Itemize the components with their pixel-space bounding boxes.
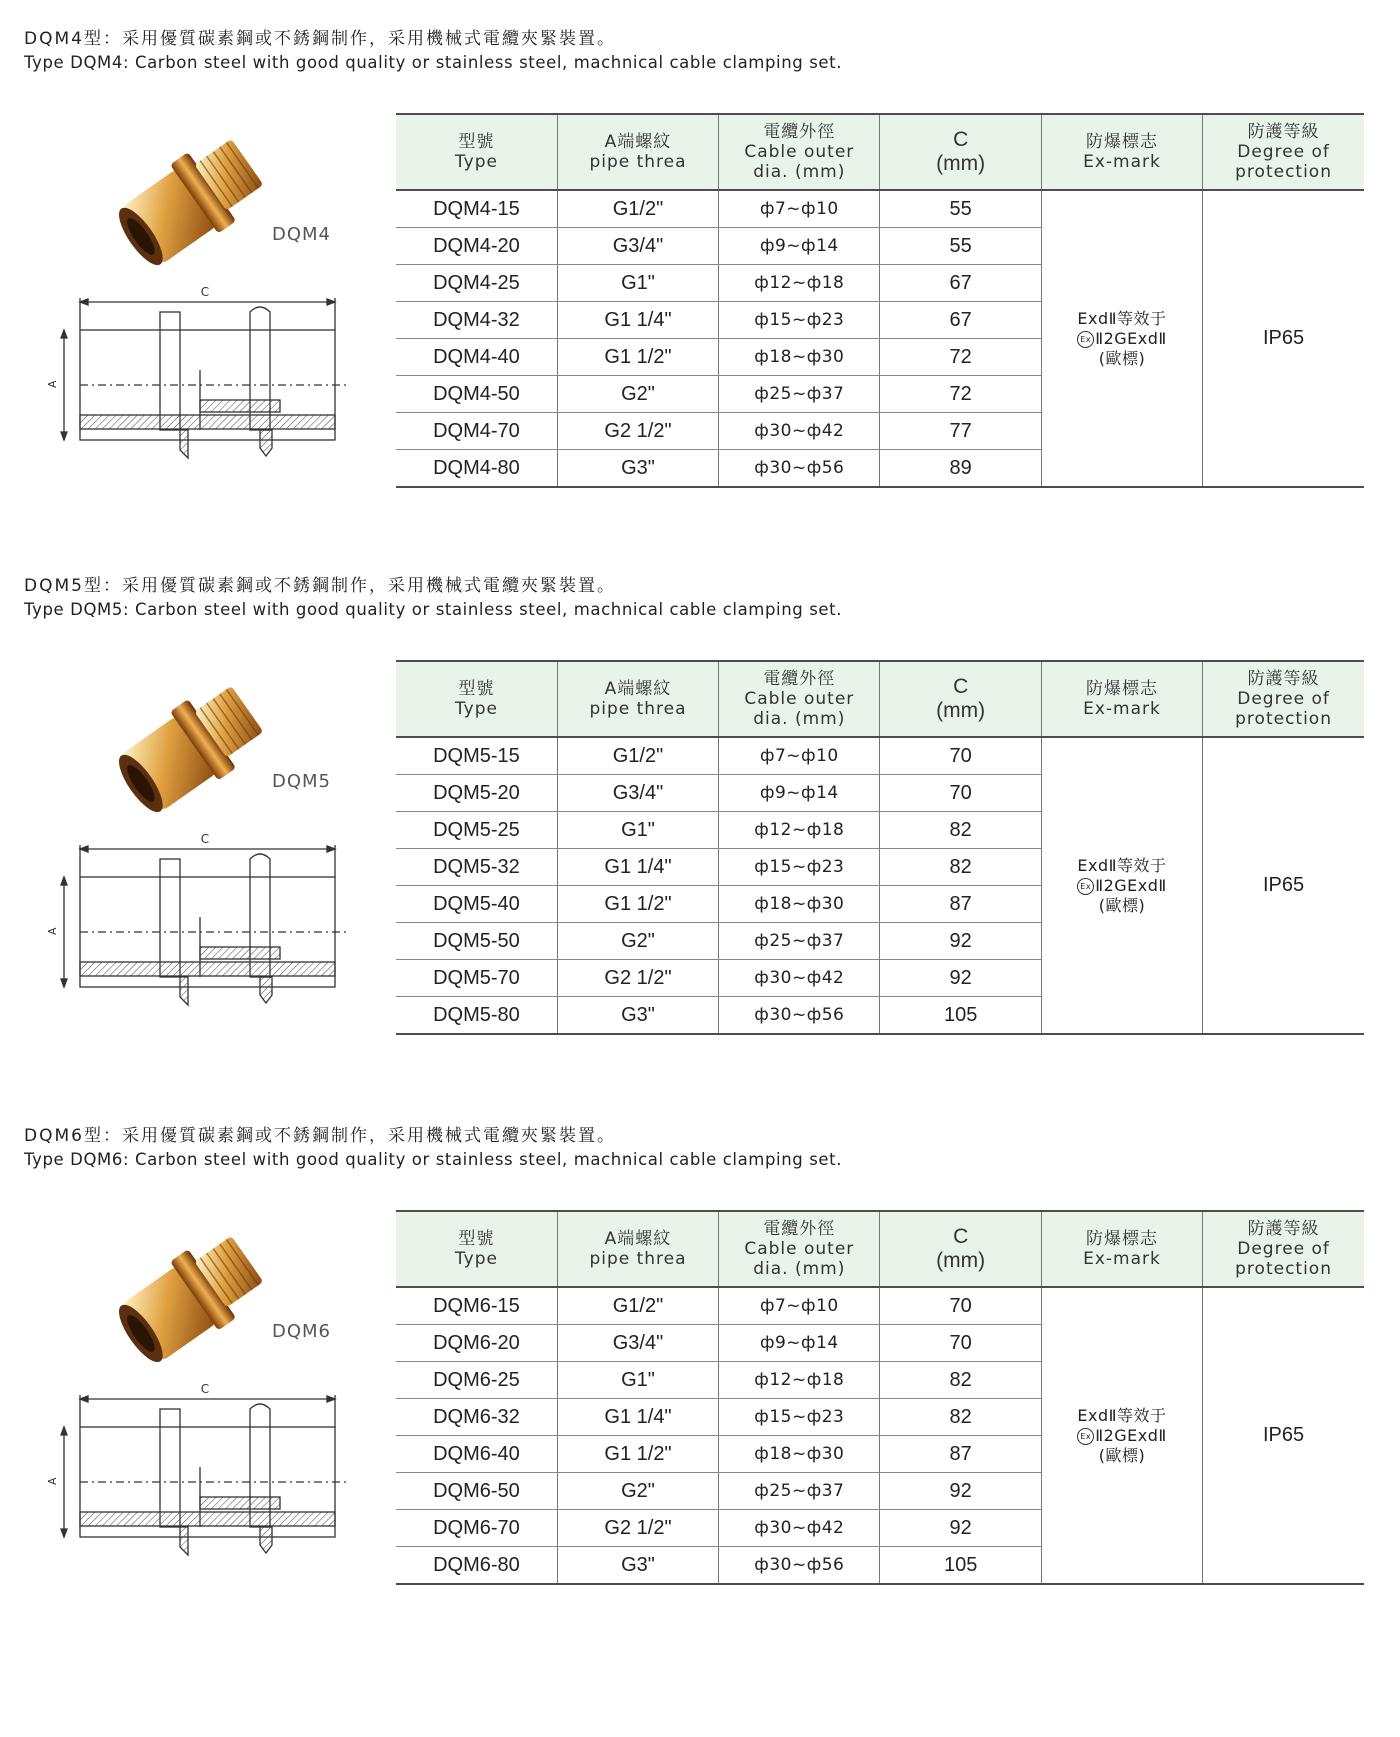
cell-c: 55 bbox=[880, 190, 1041, 228]
cell-cable-dia: ф7~ф10 bbox=[719, 190, 880, 228]
header-ex-mark: 防爆標志 Ex-mark bbox=[1041, 1211, 1202, 1287]
dimension-c-label: C bbox=[200, 832, 210, 846]
ex-mark-line-1: ExdⅡ等效于 bbox=[1077, 855, 1167, 875]
cell-c: 55 bbox=[880, 228, 1041, 265]
cell-c: 87 bbox=[880, 886, 1041, 923]
spec-table bbox=[396, 1210, 1364, 1585]
header-thread: A端螺紋 pipe threa bbox=[557, 661, 718, 737]
cell-c: 70 bbox=[880, 737, 1041, 775]
cell-thread: G2" bbox=[557, 923, 718, 960]
header-type: 型號 Type bbox=[396, 1211, 557, 1287]
spec-table bbox=[396, 113, 1364, 488]
table-header-row bbox=[396, 114, 1364, 190]
cell-thread: G1/2" bbox=[557, 190, 718, 228]
product-photo bbox=[90, 112, 290, 292]
cell-cable-dia: ф9~ф14 bbox=[719, 1325, 880, 1362]
dimension-a-label: A bbox=[46, 1477, 59, 1485]
cell-type: DQM4-70 bbox=[396, 413, 557, 450]
cell-thread: G3" bbox=[557, 1547, 718, 1585]
cell-ex-mark bbox=[1041, 1287, 1202, 1584]
cell-cable-dia: ф30~ф56 bbox=[719, 1547, 880, 1585]
cell-protection: IP65 bbox=[1203, 190, 1364, 487]
section-title-chinese: DQM5型：采用優質碳素鋼或不銹鋼制作，采用機械式電纜夾緊裝置。 bbox=[24, 576, 616, 596]
ex-mark-line-3: (歐標) bbox=[1098, 1445, 1146, 1465]
cell-thread: G3" bbox=[557, 450, 718, 488]
ex-mark-line-2: Ⅱ2GExdⅡ bbox=[1095, 328, 1167, 348]
cell-c: 82 bbox=[880, 1362, 1041, 1399]
table-row bbox=[396, 190, 1364, 228]
cell-cable-dia: ф18~ф30 bbox=[719, 886, 880, 923]
cell-thread: G1 1/4" bbox=[557, 849, 718, 886]
section-title-chinese: DQM6型：采用優質碳素鋼或不銹鋼制作，采用機械式電纜夾緊裝置。 bbox=[24, 1126, 616, 1146]
cell-thread: G1" bbox=[557, 812, 718, 849]
header-cable-dia: 電纜外徑 Cable outer dia. (mm) bbox=[719, 1211, 880, 1287]
cell-c: 92 bbox=[880, 923, 1041, 960]
cell-c: 105 bbox=[880, 997, 1041, 1035]
cell-cable-dia: ф7~ф10 bbox=[719, 1287, 880, 1325]
cell-c: 87 bbox=[880, 1436, 1041, 1473]
cell-thread: G2" bbox=[557, 376, 718, 413]
cell-c: 67 bbox=[880, 302, 1041, 339]
header-thread: A端螺紋 pipe threa bbox=[557, 1211, 718, 1287]
cell-type: DQM4-32 bbox=[396, 302, 557, 339]
section-title-english: Type DQM4: Carbon steel with good quality or stainless steel, machnical cable clamping set. bbox=[24, 53, 843, 72]
cell-cable-dia: ф30~ф42 bbox=[719, 413, 880, 450]
cell-thread: G3" bbox=[557, 997, 718, 1035]
dimension-drawing bbox=[46, 832, 380, 1042]
atex-ex-icon: Ex bbox=[1077, 1428, 1094, 1445]
cell-c: 67 bbox=[880, 265, 1041, 302]
cell-type: DQM6-50 bbox=[396, 1473, 557, 1510]
cell-cable-dia: ф18~ф30 bbox=[719, 1436, 880, 1473]
ex-mark-line-2: Ⅱ2GExdⅡ bbox=[1095, 1425, 1167, 1445]
cell-type: DQM6-70 bbox=[396, 1510, 557, 1547]
dimension-drawing bbox=[46, 1382, 380, 1592]
cell-cable-dia: ф25~ф37 bbox=[719, 923, 880, 960]
cell-cable-dia: ф9~ф14 bbox=[719, 775, 880, 812]
cell-cable-dia: ф30~ф42 bbox=[719, 960, 880, 997]
cell-type: DQM4-40 bbox=[396, 339, 557, 376]
cell-type: DQM6-32 bbox=[396, 1399, 557, 1436]
cell-c: 92 bbox=[880, 1473, 1041, 1510]
atex-ex-icon: Ex bbox=[1077, 331, 1094, 348]
cell-type: DQM6-15 bbox=[396, 1287, 557, 1325]
ex-mark-line-2: Ⅱ2GExdⅡ bbox=[1095, 875, 1167, 895]
product-section-dqm5 bbox=[0, 547, 1400, 1107]
cell-type: DQM4-50 bbox=[396, 376, 557, 413]
cell-type: DQM5-32 bbox=[396, 849, 557, 886]
cell-thread: G1" bbox=[557, 1362, 718, 1399]
cell-type: DQM5-80 bbox=[396, 997, 557, 1035]
dimension-drawing bbox=[46, 285, 380, 495]
fitting-illustration bbox=[107, 127, 272, 277]
dimension-a-label: A bbox=[46, 927, 59, 935]
cell-type: DQM4-15 bbox=[396, 190, 557, 228]
header-ex-mark: 防爆標志 Ex-mark bbox=[1041, 114, 1202, 190]
cell-c: 82 bbox=[880, 812, 1041, 849]
product-section-dqm6 bbox=[0, 1097, 1400, 1657]
cell-c: 72 bbox=[880, 376, 1041, 413]
cell-cable-dia: ф30~ф56 bbox=[719, 450, 880, 488]
cell-thread: G1 1/2" bbox=[557, 886, 718, 923]
header-ex-mark: 防爆標志 Ex-mark bbox=[1041, 661, 1202, 737]
dimension-c-label: C bbox=[200, 285, 210, 299]
cell-c: 70 bbox=[880, 1325, 1041, 1362]
header-c: C (mm) bbox=[880, 114, 1041, 190]
cell-type: DQM5-25 bbox=[396, 812, 557, 849]
section-title-english: Type DQM6: Carbon steel with good quality or stainless steel, machnical cable clamping set. bbox=[24, 1150, 843, 1169]
ex-mark-line-1: ExdⅡ等效于 bbox=[1077, 1405, 1167, 1425]
cell-type: DQM5-20 bbox=[396, 775, 557, 812]
cell-type: DQM6-40 bbox=[396, 1436, 557, 1473]
cell-thread: G2 1/2" bbox=[557, 960, 718, 997]
cell-thread: G1 1/2" bbox=[557, 339, 718, 376]
cell-cable-dia: ф12~ф18 bbox=[719, 812, 880, 849]
header-thread: A端螺紋 pipe threa bbox=[557, 114, 718, 190]
cell-type: DQM5-70 bbox=[396, 960, 557, 997]
table-body bbox=[396, 1287, 1364, 1584]
cell-type: DQM6-25 bbox=[396, 1362, 557, 1399]
header-c: C (mm) bbox=[880, 1211, 1041, 1287]
cell-thread: G1" bbox=[557, 265, 718, 302]
cell-c: 82 bbox=[880, 849, 1041, 886]
cell-thread: G2 1/2" bbox=[557, 1510, 718, 1547]
cell-type: DQM6-20 bbox=[396, 1325, 557, 1362]
cell-c: 70 bbox=[880, 775, 1041, 812]
cell-c: 77 bbox=[880, 413, 1041, 450]
cell-thread: G3/4" bbox=[557, 1325, 718, 1362]
cell-cable-dia: ф9~ф14 bbox=[719, 228, 880, 265]
cell-cable-dia: ф15~ф23 bbox=[719, 1399, 880, 1436]
cell-type: DQM6-80 bbox=[396, 1547, 557, 1585]
cell-c: 92 bbox=[880, 1510, 1041, 1547]
ex-mark-line-1: ExdⅡ等效于 bbox=[1077, 308, 1167, 328]
cell-c: 89 bbox=[880, 450, 1041, 488]
section-title-english: Type DQM5: Carbon steel with good quality or stainless steel, machnical cable clamping set. bbox=[24, 600, 843, 619]
spec-table bbox=[396, 660, 1364, 1035]
cell-cable-dia: ф15~ф23 bbox=[719, 302, 880, 339]
product-photo bbox=[90, 1209, 290, 1389]
ex-mark-line-3: (歐標) bbox=[1098, 348, 1146, 368]
cell-thread: G2" bbox=[557, 1473, 718, 1510]
cell-type: DQM5-40 bbox=[396, 886, 557, 923]
table-row bbox=[396, 737, 1364, 775]
cell-c: 72 bbox=[880, 339, 1041, 376]
cell-c: 82 bbox=[880, 1399, 1041, 1436]
cell-cable-dia: ф7~ф10 bbox=[719, 737, 880, 775]
cell-cable-dia: ф30~ф42 bbox=[719, 1510, 880, 1547]
cell-c: 105 bbox=[880, 1547, 1041, 1585]
cell-type: DQM4-20 bbox=[396, 228, 557, 265]
product-model-label: DQM4 bbox=[272, 224, 332, 245]
cell-cable-dia: ф12~ф18 bbox=[719, 1362, 880, 1399]
cell-type: DQM5-15 bbox=[396, 737, 557, 775]
cell-cable-dia: ф25~ф37 bbox=[719, 1473, 880, 1510]
section-title-chinese: DQM4型：采用優質碳素鋼或不銹鋼制作，采用機械式電纜夾緊裝置。 bbox=[24, 29, 616, 49]
cell-thread: G3/4" bbox=[557, 775, 718, 812]
table-body bbox=[396, 737, 1364, 1034]
cell-thread: G3/4" bbox=[557, 228, 718, 265]
cell-thread: G1 1/4" bbox=[557, 302, 718, 339]
cell-protection: IP65 bbox=[1203, 737, 1364, 1034]
dimension-c-label: C bbox=[200, 1382, 210, 1396]
cell-cable-dia: ф25~ф37 bbox=[719, 376, 880, 413]
cell-ex-mark bbox=[1041, 190, 1202, 487]
dimension-a-label: A bbox=[46, 380, 59, 388]
header-cable-dia: 電纜外徑 Cable outer dia. (mm) bbox=[719, 114, 880, 190]
header-protection: 防護等級 Degree of protection bbox=[1203, 661, 1364, 737]
cell-thread: G1 1/4" bbox=[557, 1399, 718, 1436]
cell-type: DQM4-80 bbox=[396, 450, 557, 488]
table-row bbox=[396, 1287, 1364, 1325]
cell-thread: G1/2" bbox=[557, 1287, 718, 1325]
table-body bbox=[396, 190, 1364, 487]
cell-cable-dia: ф12~ф18 bbox=[719, 265, 880, 302]
product-section-dqm4 bbox=[0, 0, 1400, 560]
fitting-illustration bbox=[107, 674, 272, 824]
fitting-illustration bbox=[107, 1224, 272, 1374]
cell-c: 70 bbox=[880, 1287, 1041, 1325]
table-header-row bbox=[396, 661, 1364, 737]
cell-cable-dia: ф30~ф56 bbox=[719, 997, 880, 1035]
atex-ex-icon: Ex bbox=[1077, 878, 1094, 895]
table-header-row bbox=[396, 1211, 1364, 1287]
header-type: 型號 Type bbox=[396, 114, 557, 190]
header-cable-dia: 電纜外徑 Cable outer dia. (mm) bbox=[719, 661, 880, 737]
cell-cable-dia: ф18~ф30 bbox=[719, 339, 880, 376]
cell-thread: G1 1/2" bbox=[557, 1436, 718, 1473]
cell-ex-mark bbox=[1041, 737, 1202, 1034]
product-model-label: DQM6 bbox=[272, 1321, 332, 1342]
cell-protection: IP65 bbox=[1203, 1287, 1364, 1584]
header-protection: 防護等級 Degree of protection bbox=[1203, 1211, 1364, 1287]
cell-c: 92 bbox=[880, 960, 1041, 997]
cell-type: DQM5-50 bbox=[396, 923, 557, 960]
cell-thread: G1/2" bbox=[557, 737, 718, 775]
product-photo bbox=[90, 659, 290, 839]
cell-thread: G2 1/2" bbox=[557, 413, 718, 450]
header-c: C (mm) bbox=[880, 661, 1041, 737]
cell-type: DQM4-25 bbox=[396, 265, 557, 302]
cell-cable-dia: ф15~ф23 bbox=[719, 849, 880, 886]
header-type: 型號 Type bbox=[396, 661, 557, 737]
ex-mark-line-3: (歐標) bbox=[1098, 895, 1146, 915]
product-model-label: DQM5 bbox=[272, 771, 332, 792]
header-protection: 防護等級 Degree of protection bbox=[1203, 114, 1364, 190]
